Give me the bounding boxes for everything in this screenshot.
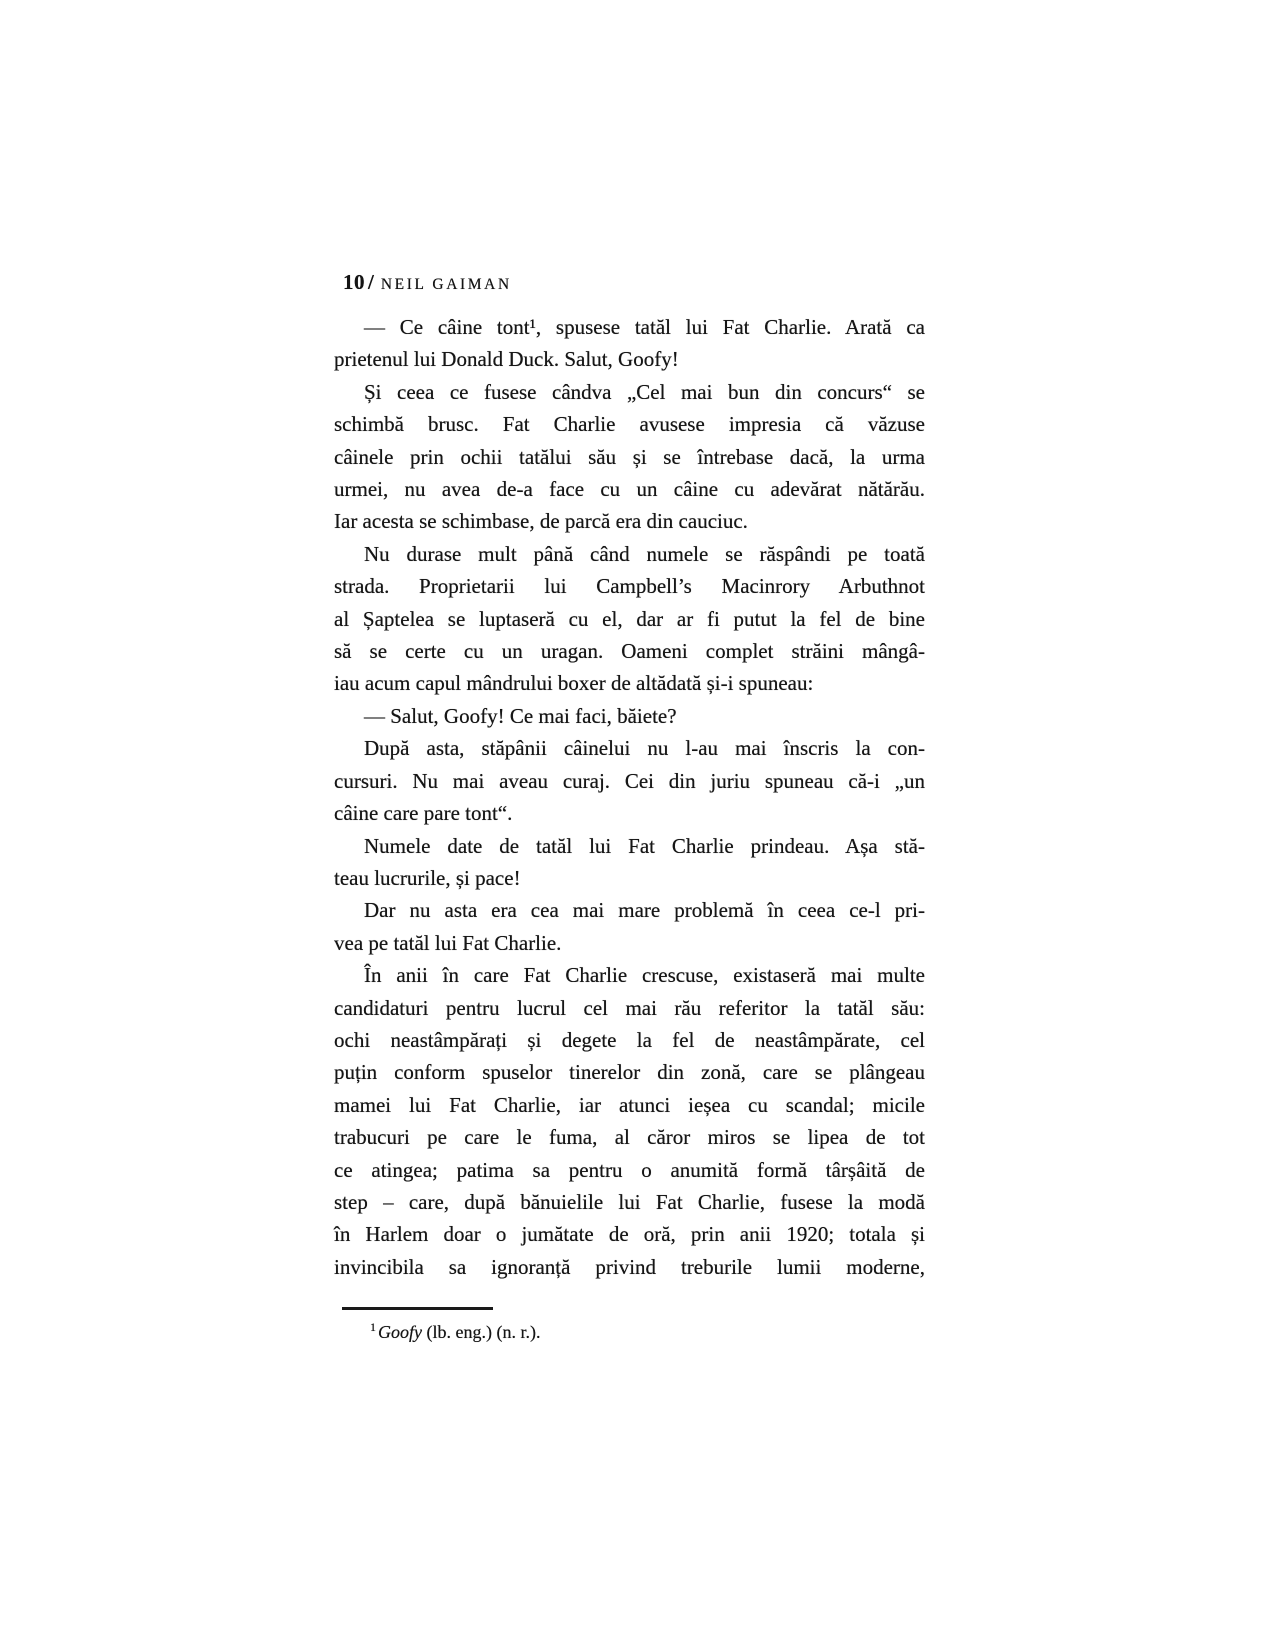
body-text — [334, 311, 925, 1283]
text-line: Numele date de tatăl lui Fat Charlie prindeau. Așa stă- — [364, 833, 925, 858]
page-number: 10 — [343, 270, 365, 294]
header-author: NEIL GAIMAN — [380, 276, 512, 293]
text-line: Și ceea ce fusese cândva „Cel mai bun din concurs“ se — [364, 379, 925, 404]
text-line: candidaturi pentru lucrul cel mai rău referitor la tatăl său: — [334, 995, 925, 1020]
text-line: schimbă brusc. Fat Charlie avusese impresia că văzuse — [334, 412, 925, 437]
text-line: După asta, stăpânii câinelui nu l-au mai înscris la con- — [364, 736, 925, 761]
text-line: Dar nu asta era cea mai mare problemă în ceea ce-l pri- — [364, 898, 925, 923]
text-line: cursuri. Nu mai aveau curaj. Cei din juriu spuneau că-i „un — [334, 768, 925, 793]
text-line: teau lucrurile, și pace! — [334, 865, 521, 890]
footnote-text: (lb. eng.) (n. r.). — [422, 1322, 541, 1342]
text-line: ce atingea; patima sa pentru o anumită formă târșâită de — [334, 1157, 925, 1182]
text-line: să se certe cu un uragan. Oameni complet străini mângâ- — [334, 639, 925, 664]
text-line: mamei lui Fat Charlie, iar atunci ieșea cu scandal; micile — [334, 1092, 925, 1117]
text-line: vea pe tatăl lui Fat Charlie. — [334, 930, 562, 955]
header-separator: / — [368, 270, 374, 294]
text-line: puțin conform spuselor tinerelor din zonă, care se plângeau — [334, 1060, 925, 1085]
text-line: trabucuri pe care le fuma, al căror miros se lipea de tot — [334, 1125, 925, 1150]
text-line: câine care pare tont“. — [334, 801, 513, 826]
text-line: al Șaptelea se luptaseră cu el, dar ar fi putut la fel de bine — [334, 606, 925, 631]
footnote — [334, 1320, 925, 1344]
running-head — [343, 270, 512, 295]
text-line: urmei, nu avea de-a face cu un câine cu adevărat nătărău. — [334, 477, 925, 502]
footnote-rule — [342, 1307, 493, 1310]
text-line: Iar acesta se schimbase, de parcă era din cauciuc. — [334, 509, 748, 534]
text-line: Nu durase mult până când numele se răspândi pe toată — [364, 541, 925, 566]
text-line: prietenul lui Donald Duck. Salut, Goofy! — [334, 347, 679, 372]
text-line: invincibila sa ignoranță privind treburile lumii moderne, — [334, 1254, 925, 1279]
text-line: strada. Proprietarii lui Campbell’s Macinrory Arbuthnot — [334, 574, 925, 599]
text-line: — Salut, Goofy! Ce mai faci, băiete? — [364, 703, 677, 728]
footnote-marker: 1 — [370, 1320, 376, 1334]
footnote-term: Goofy — [378, 1322, 422, 1342]
text-line: iau acum capul mândrului boxer de altădată și-i spuneau: — [334, 671, 814, 696]
text-line: ochi neastâmpărați și degete la fel de neastâmpărate, cel — [334, 1027, 925, 1052]
text-line: step – care, după bănuielile lui Fat Charlie, fusese la modă — [334, 1189, 925, 1214]
text-line: în Harlem doar o jumătate de oră, prin anii 1920; totala și — [334, 1222, 925, 1247]
text-line: câinele prin ochii tatălui său și se întrebase dacă, la urma — [334, 444, 925, 469]
text-line: În anii în care Fat Charlie crescuse, existaseră mai multe — [364, 963, 925, 988]
text-line: — Ce câine tont¹, spusese tatăl lui Fat Charlie. Arată ca — [364, 315, 925, 339]
